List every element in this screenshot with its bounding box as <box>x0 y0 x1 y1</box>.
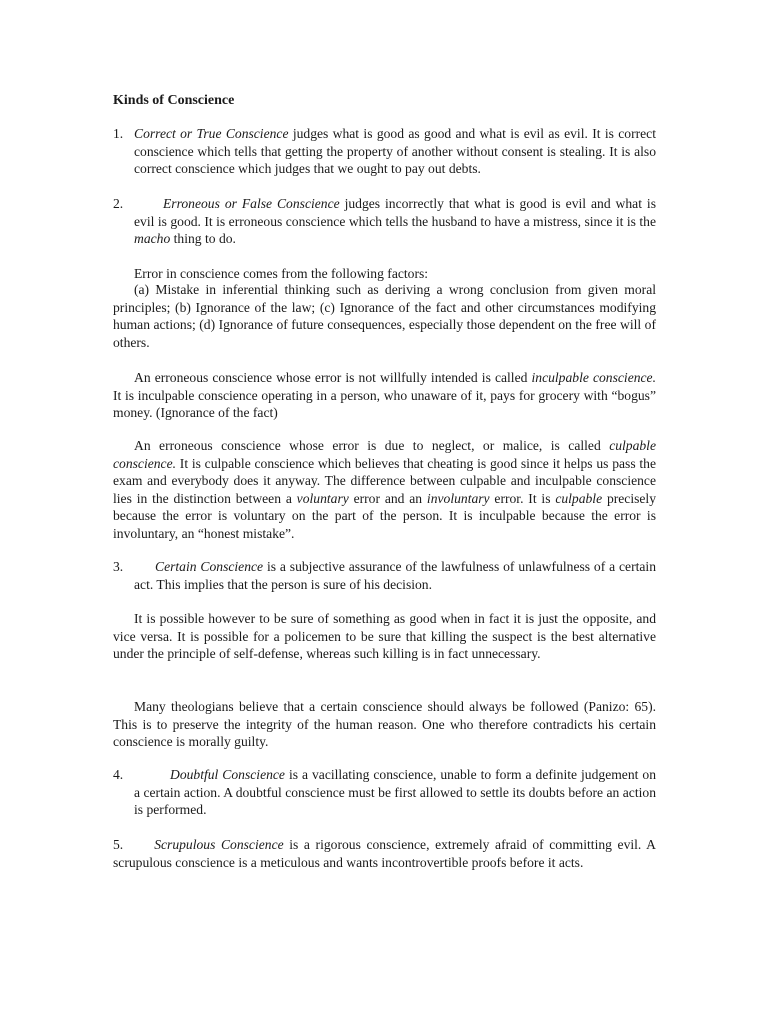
item-number: 2. <box>113 196 124 211</box>
paragraph-text: error and an <box>348 490 427 506</box>
paragraph-text: It is inculpable conscience operating in a person, who unaware of it, pays for grocery with “bogus” money. (Ignorance of the fact) <box>113 387 656 421</box>
item-text: judges incorrectly that what is good is evil and what is evil is good. It is erroneous conscience which tells the husband to have a mistress, since it is the <box>134 196 656 229</box>
item-body <box>113 766 656 819</box>
item-text: thing to do. <box>170 231 236 247</box>
possible-paragraph: It is possible however to be sure of something as good when in fact it is just the opposite, and vice versa. It is possible for a policemen to be sure that killing the suspect is the best alternative under the principle of self-defense, whereas such killing is in fact unnecessary. <box>113 611 656 662</box>
paragraph-emphasis: culpable <box>555 490 603 506</box>
item-term: Doubtful Conscience <box>170 767 285 782</box>
paragraph-text: An erroneous conscience whose error is due to neglect, or malice, is called <box>134 438 610 453</box>
item-text: judges what is good as good and what is evil as evil. It is correct conscience which tells that getting the property of another without consent is stealing. It is also correct conscience which judges that we ought to pay out debts. <box>134 126 656 177</box>
culpable-paragraph <box>113 437 656 543</box>
item-emphasis: macho <box>134 231 171 247</box>
paragraph-term: culpable conscience. <box>113 438 656 471</box>
item-body <box>113 836 656 871</box>
item-body <box>113 125 656 178</box>
item-term: Erroneous or False Conscience <box>163 196 340 211</box>
paragraph-text: precisely because the error is voluntary on the part of the person. It is inculpable because the error is involuntary, an “honest mistake”. <box>113 490 657 541</box>
item-number: 1. <box>113 126 124 141</box>
page-title: Kinds of Conscience <box>113 93 235 108</box>
list-item-erroneous-conscience <box>113 195 656 248</box>
item-number: 5. <box>113 837 124 852</box>
item-body <box>113 558 656 593</box>
list-item-correct-conscience <box>113 125 656 178</box>
item-term: Scrupulous Conscience <box>154 837 284 852</box>
item-term: Certain Conscience <box>155 559 264 574</box>
paragraph-term: inculpable conscience. <box>531 370 656 385</box>
item-text: is a vacillating conscience, unable to form a definite judgement on a certain action. A doubtful conscience must be first allowed to settle its doubts before an action is performed. <box>134 767 656 818</box>
paragraph-text: It is culpable conscience which believes that cheating is good since it helps us pass the exam and everybody does it anyway. The difference between culpable and inculpable conscience lies in the distinction between a <box>113 455 656 506</box>
item-number: 4. <box>113 767 124 782</box>
item-body <box>113 195 656 248</box>
item-term: Correct or True Conscience <box>134 126 289 141</box>
list-item-scrupulous-conscience <box>113 836 656 871</box>
theologians-paragraph: Many theologians believe that a certain conscience should always be followed (Panizo: 65). This is to preserve the integrity of the human reason. One who therefore contradicts his certain conscience is morally guilty. <box>113 699 656 750</box>
item-number: 3. <box>113 559 124 574</box>
error-factors-paragraph: (a) Mistake in inferential thinking such as deriving a wrong conclusion from given moral principles; (b) Ignorance of the law; (c) Ignorance of the fact and other circumstances modifying human actions; (d) Ignorance of future consequences, especially those dependent on the free will of others. <box>113 282 656 350</box>
list-item-doubtful-conscience <box>113 766 656 819</box>
item-text: is a subjective assurance of the lawfulness of unlawfulness of a certain act. This implies that the person is sure of his decision. <box>134 559 656 592</box>
list-item-certain-conscience <box>113 558 656 593</box>
paragraph-emphasis: involuntary <box>426 490 490 506</box>
paragraph-text: error. It is <box>489 490 556 506</box>
paragraph-text: An erroneous conscience whose error is not willfully intended is called <box>134 370 532 385</box>
item-text: is a rigorous conscience, extremely afraid of committing evil. A scrupulous conscience is a meticulous and wants incontrovertible proofs before it acts. <box>113 837 656 870</box>
inculpable-paragraph <box>113 369 656 422</box>
error-factors-intro: Error in conscience comes from the following factors: <box>134 266 429 281</box>
paragraph-emphasis: voluntary <box>296 490 349 506</box>
